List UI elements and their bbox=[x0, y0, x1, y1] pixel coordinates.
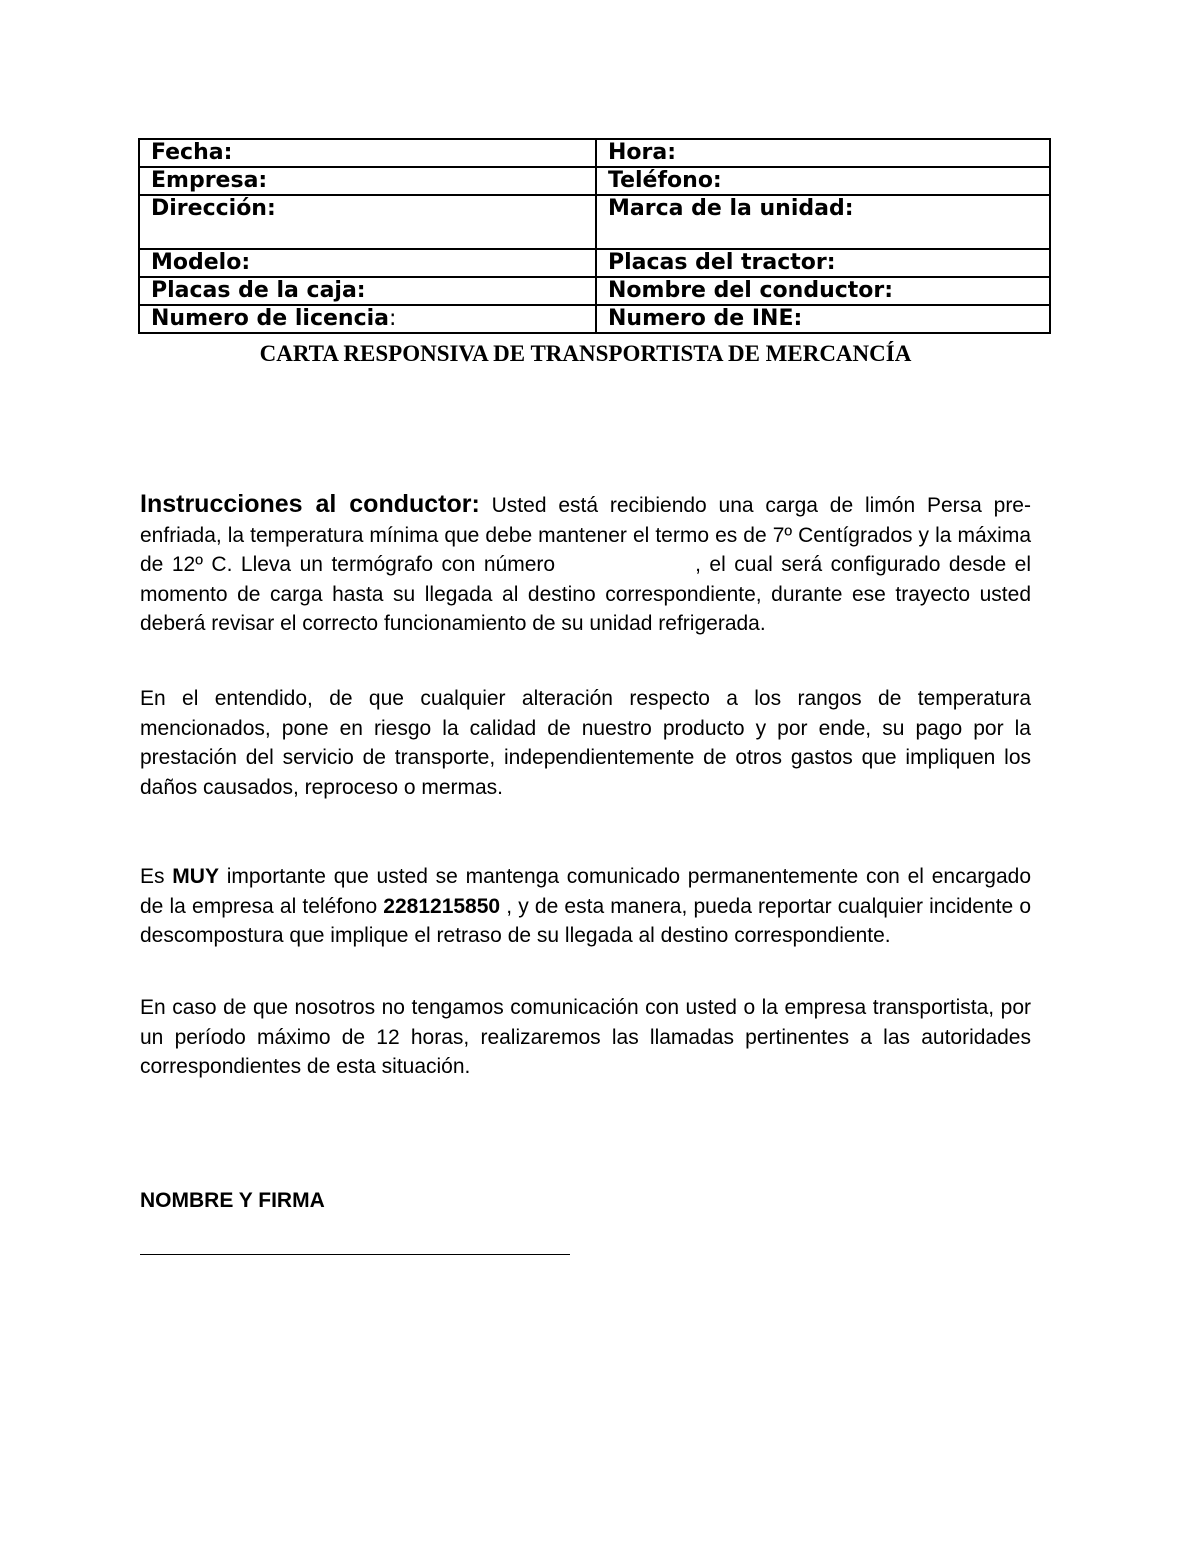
instructions-text-a: Usted está recibiendo una carga de limón Persa pre-enfriada, la temperatura mínima que debe mantener el termo es de 7º Centígrados y la máxima de 12º C. Lleva un termógrafo con número bbox=[140, 494, 1031, 577]
communication-paragraph bbox=[140, 862, 1031, 951]
company-phone-number: 2281215850 bbox=[383, 894, 501, 918]
form-row-modelo bbox=[139, 249, 1050, 277]
signature-label: NOMBRE Y FIRMA bbox=[140, 1189, 325, 1212]
empresa-field[interactable]: Empresa: bbox=[139, 167, 596, 195]
form-row-fecha bbox=[139, 139, 1050, 167]
signature-line[interactable] bbox=[140, 1254, 570, 1255]
numero-licencia-colon: : bbox=[389, 306, 397, 331]
instructions-text-b: , el cual será configurado desde el momento de carga hasta su llegada al destino correspondiente, durante ese trayecto usted deberá revisar el correcto funcionamiento de su unidad refrigerada. bbox=[140, 553, 1031, 636]
numero-licencia-field[interactable] bbox=[139, 305, 596, 333]
driver-instructions-paragraph bbox=[140, 490, 1031, 639]
placas-tractor-field[interactable]: Placas del tractor: bbox=[596, 249, 1050, 277]
direccion-field[interactable]: Dirección: bbox=[139, 195, 596, 249]
telefono-field[interactable]: Teléfono: bbox=[596, 167, 1050, 195]
communication-text-b: importante que usted se mantenga comunicado permanentemente con el encargado de la empresa al teléfono bbox=[140, 865, 1031, 918]
no-contact-paragraph: En caso de que nosotros no tengamos comunicación con usted o la empresa transportista, por un período máximo de 12 horas, realizaremos las llamadas pertinentes a las autoridades correspondientes de esta situación. bbox=[140, 996, 1031, 1079]
emphasis-muy: MUY bbox=[172, 865, 219, 888]
modelo-field[interactable]: Modelo: bbox=[139, 249, 596, 277]
instructions-heading: Instrucciones al conductor: bbox=[140, 490, 480, 518]
communication-text-c: , y de esta manera, pueda reportar cualquier incidente o descompostura que implique el retraso de su llegada al destino correspondiente. bbox=[140, 894, 1032, 948]
numero-licencia-label: Numero de licencia bbox=[151, 306, 390, 331]
header-form-table bbox=[138, 138, 1051, 334]
temperature-risk-paragraph: En el entendido, de que cualquier alteración respecto a los rangos de temperatura mencionados, pone en riesgo la calidad de nuestro producto y por ende, su pago por la prestación del servicio de transporte, independientemente de otros gastos que impliquen los daños causados, reproceso o mermas. bbox=[140, 687, 1031, 799]
form-row-empresa bbox=[139, 167, 1050, 195]
marca-unidad-field[interactable]: Marca de la unidad: bbox=[596, 195, 1050, 249]
fecha-field[interactable]: Fecha: bbox=[139, 139, 596, 167]
communication-text-a: Es bbox=[140, 865, 173, 888]
form-row-direccion bbox=[139, 195, 1050, 249]
form-row-placas-caja bbox=[139, 277, 1050, 305]
placas-caja-field[interactable]: Placas de la caja: bbox=[139, 277, 596, 305]
numero-ine-field[interactable]: Numero de INE: bbox=[596, 305, 1050, 333]
nombre-conductor-field[interactable]: Nombre del conductor: bbox=[596, 277, 1050, 305]
document-title: CARTA RESPONSIVA DE TRANSPORTISTA DE MERCANCÍA bbox=[259, 341, 912, 366]
hora-field[interactable]: Hora: bbox=[596, 139, 1050, 167]
form-row-licencia bbox=[139, 305, 1050, 333]
